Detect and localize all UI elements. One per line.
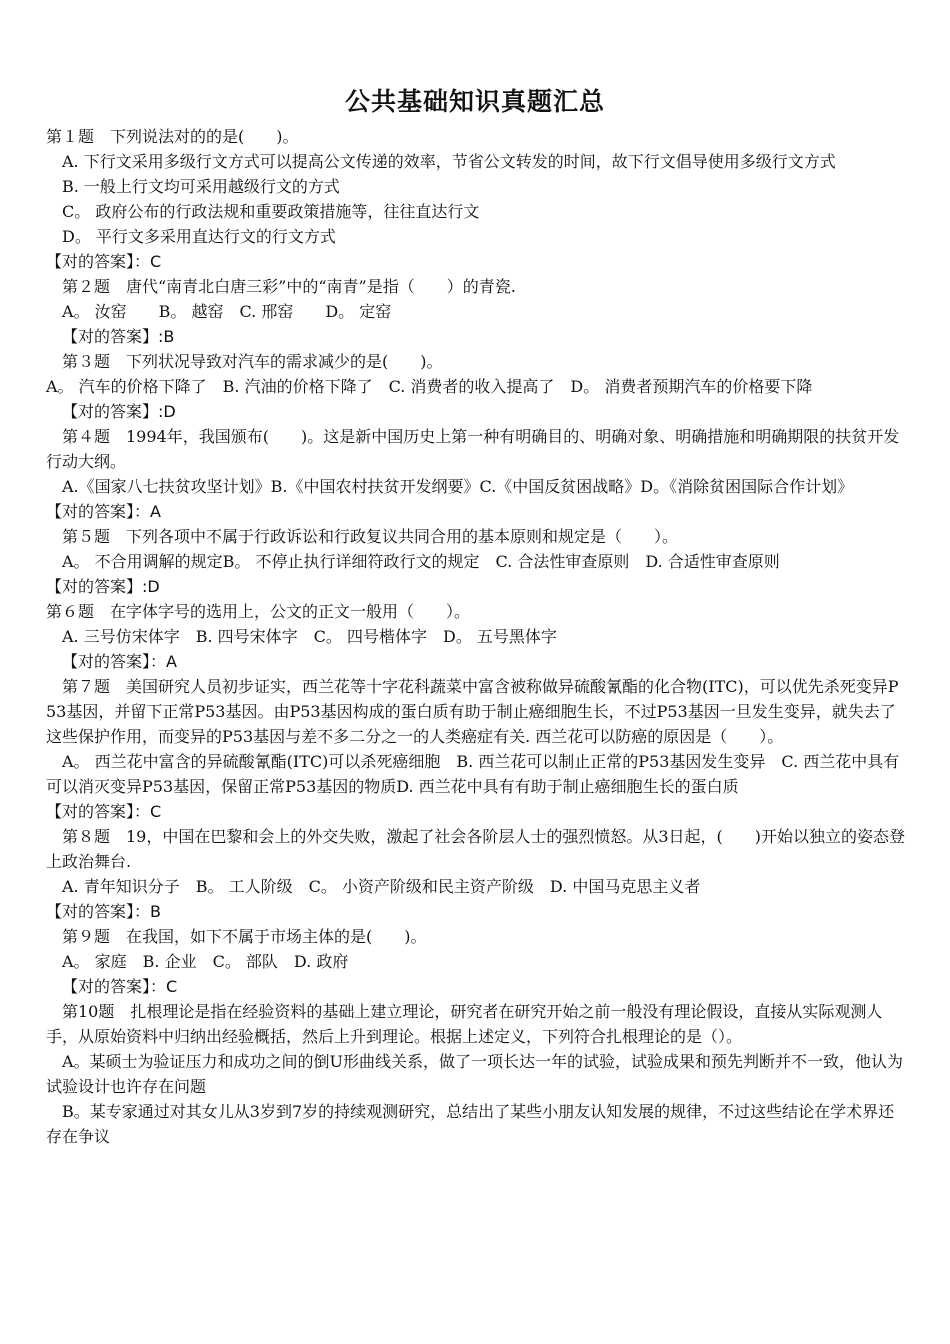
question-9: 第９题 在我国，如下不属于市场主体的是( )。 (62, 927, 427, 946)
question-7: 第７题 美国研究人员初步证实，西兰花等十字花科蔬菜中富含被称做异硫酸氰酯的化合物(ITC)，可以优先杀死变异P53基因，并留下正常P53基因。由P53基因构成的蛋白质有助于制止癌细胞生长，不过P53基因一旦发生变异，就失去了这些保护作用，而变异的P53基因与差不多二分之一的人类癌症有关. 西兰花可以防癌的原因是（ ）。 (46, 677, 899, 746)
options-6: A. 三号仿宋体字 B. 四号宋体字 C。 四号楷体字 D。 五号黑体字 (62, 627, 557, 646)
document-body (46, 124, 908, 1149)
options-8: A. 青年知识分子 B。 工人阶级 C。 小资产阶级和民主资产阶级 D. 中国马克思主义者 (62, 877, 701, 896)
option-c: C。 政府公布的行政法规和重要政策措施等，往往直达行文 (62, 202, 480, 221)
options-9: A。 家庭 B. 企业 C。 部队 D. 政府 (62, 952, 349, 971)
option-a: A. 下行文采用多级行文方式可以提高公文传递的效率，节省公文转发的时间，故下行文倡导使用多级行文方式 (62, 152, 836, 171)
question-2: 第２题 唐代“南青北白唐三彩”中的“南青”是指（ ）的青瓷. (62, 277, 516, 296)
answer-1: 【对的答案】：C (46, 252, 162, 271)
question-3: 第３题 下列状况导致对汽车的需求减少的是( )。 (62, 352, 443, 371)
options-4: A.《国家八七扶贫攻坚计划》B.《中国农村扶贫开发纲要》C.《中国反贫困战略》D。《消除贫困国际合作计划》 (62, 477, 854, 496)
question-10: 第10题 扎根理论是指在经验资料的基础上建立理论，研究者在研究开始之前一般没有理论假设，直接从实际观测人手，从原始资料中归纳出经验概括，然后上升到理论。根据上述定义，下列符合扎根理论的是（）。 (46, 1002, 883, 1046)
answer-9: 【对的答案】：C (62, 977, 178, 996)
answer-5: 【对的答案】:D (46, 577, 160, 596)
option-10b: B。某专家通过对其女儿从3岁到7岁的持续观测研究，总结出了某些小朋友认知发展的规律，不过这些结论在学术界还存在争议 (46, 1102, 895, 1146)
answer-3: 【对的答案】:D (62, 402, 176, 421)
question-1: 第１题 下列说法对的的是( )。 (46, 127, 299, 146)
options-7: A。 西兰花中富含的异硫酸氰酯(ITC)可以杀死癌细胞 B. 西兰花可以制止正常的P53基因发生变异 C. 西兰花中具有可以消灭变异P53基因，保留正常P53基因的物质D. 西兰花中具有有助于制止癌细胞生长的蛋白质 (46, 752, 900, 796)
question-5: 第５题 下列各项中不属于行政诉讼和行政复议共同合用的基本原则和规定是（ ）。 (62, 527, 679, 546)
option-b: B. 一般上行文均可采用越级行文的方式 (62, 177, 340, 196)
option-d: D。 平行文多采用直达行文的行文方式 (62, 227, 336, 246)
answer-6: 【对的答案】：A (62, 652, 177, 671)
answer-8: 【对的答案】：B (46, 902, 161, 921)
options-3: A。 汽车的价格下降了 B. 汽油的价格下降了 C. 消费者的收入提高了 D。 消费者预期汽车的价格要下降 (46, 377, 813, 396)
page-title: 公共基础知识真题汇总 (344, 87, 605, 116)
options-5: A。 不合用调解的规定B。 不停止执行详细符政行文的规定 C. 合法性审查原则 D. 合适性审查原则 (62, 552, 780, 571)
question-8: 第８题 19，中国在巴黎和会上的外交失败，激起了社会各阶层人士的强烈愤怒。从3日起，( )开始以独立的姿态登上政治舞台. (46, 827, 906, 871)
answer-4: 【对的答案】：A (46, 502, 161, 521)
question-4: 第４题 1994年，我国颁布( )。这是新中国历史上第一种有明确目的、明确对象、明确措施和明确期限的扶贫开发行动大纲。 (46, 427, 900, 471)
answer-2: 【对的答案】:B (62, 327, 175, 346)
answer-7: 【对的答案】：C (46, 802, 162, 821)
question-6: 第６题 在字体字号的选用上，公文的正文一般用（ ）。 (46, 602, 471, 621)
option-10a: A。某硕士为验证压力和成功之间的倒U形曲线关系，做了一项长达一年的试验，试验成果和预先判断并不一致，他认为试验设计也许存在问题 (46, 1052, 904, 1096)
options-2: A。 汝窑 B。 越窑 C. 邢窑 D。 定窑 (62, 302, 392, 321)
